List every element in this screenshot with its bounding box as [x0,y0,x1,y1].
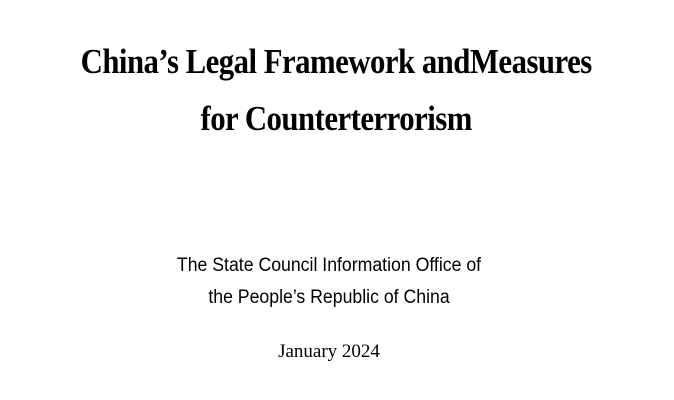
publication-date: January 2024 [278,341,380,362]
issuer-line-1: The State Council Information Office of [176,255,482,276]
document-title-line-1: China’s Legal Framework andMeasures [80,42,592,81]
document-title-line-2: for Counterterrorism [200,99,472,138]
issuer-line-2: the People’s Republic of China [208,287,450,308]
